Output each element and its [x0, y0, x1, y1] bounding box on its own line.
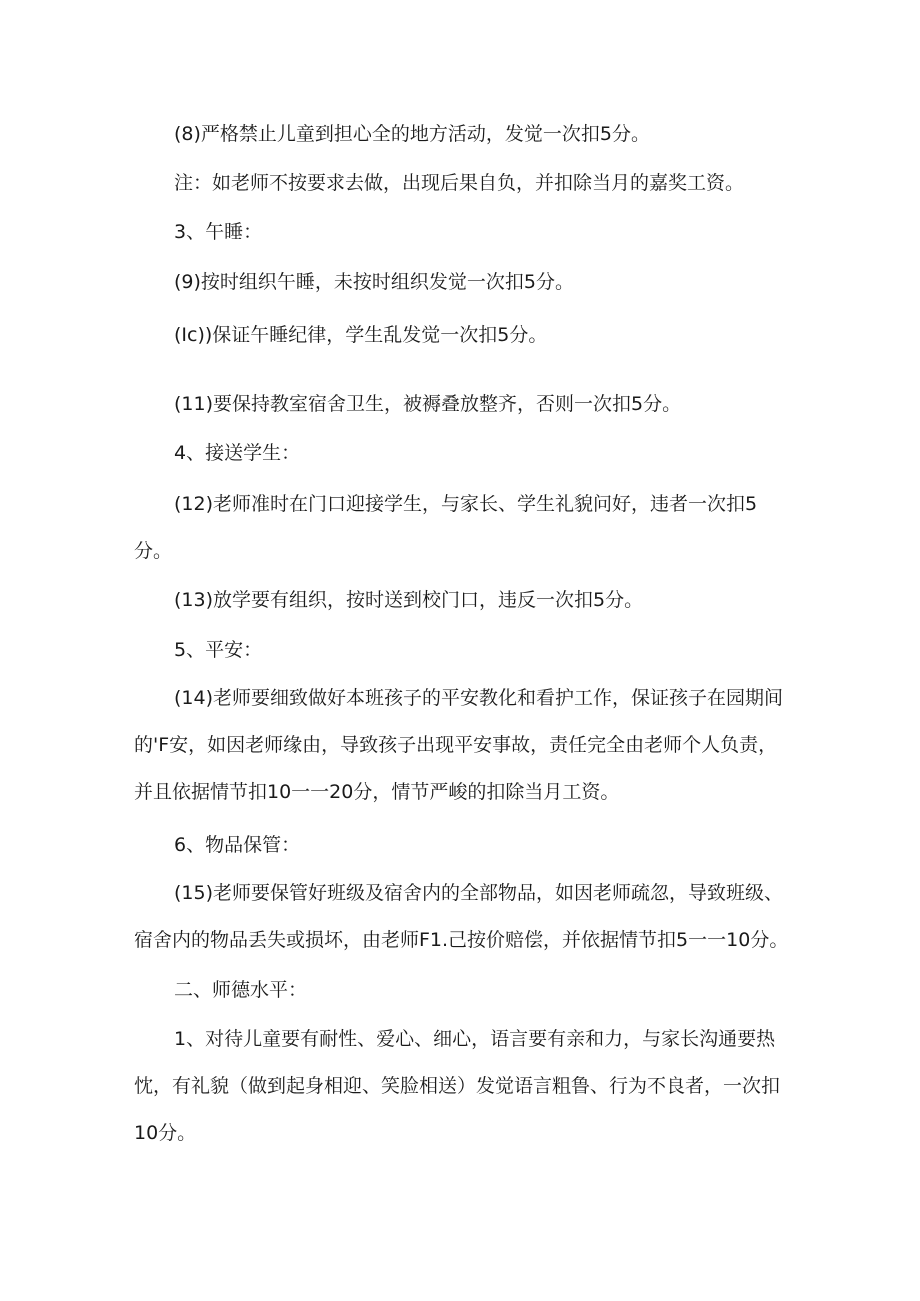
heading-nap: 3、午睡： [174, 221, 263, 243]
heading-storage: 6、物品保管： [174, 834, 301, 856]
paragraph-rule-15: (15)老师要保管好班级及宿舍内的全部物品，如因老师疏忽，导致班级、宿舍内的物品丢失或损坏，由老师F1.己按价赔偿，并依据情节扣5一一10分。 [134, 882, 789, 951]
paragraph-rule-14: (14)老师要细致做好本班孩子的平安教化和看护工作，保证孩子在园期间的'F安，如因老师缘由，导致孩子出现平安事故，责任完全由老师个人负责，并且依据情节扣10一一20分，情节严峻的扣除当月工资。 [134, 687, 784, 803]
heading-ethics: 二、师德水平： [174, 979, 308, 1001]
paragraph-rule-10: (Ic))保证午睡纪律，学生乱发觉一次扣5分。 [174, 324, 548, 346]
paragraph-rule-8: (8)严格禁止儿童到担心全的地方活动，发觉一次扣5分。 [174, 123, 651, 145]
paragraph-ethics-1: 1、对待儿童要有耐性、爱心、细心，语言要有亲和力，与家长沟通要热忱，有礼貌（做到起身相迎、笑脸相送）发觉语言粗鲁、行为不良者，一次扣10分。 [134, 1028, 781, 1144]
paragraph-rule-9: (9)按时组织午睡，未按时组织发觉一次扣5分。 [174, 271, 575, 293]
paragraph-rule-11: (11)要保持教室宿舍卫生，被褥叠放整齐，否则一次扣5分。 [174, 393, 682, 415]
paragraph-rule-12: (12)老师准时在门口迎接学生，与家长、学生礼貌问好，违者一次扣5分。 [134, 493, 758, 562]
paragraph-rule-13: (13)放学要有组织，按时送到校门口，违反一次扣5分。 [174, 589, 644, 611]
heading-safety: 5、平安： [174, 639, 263, 661]
heading-pickup: 4、接送学生： [174, 442, 301, 464]
paragraph-note: 注：如老师不按要求去做，出现后果自负，并扣除当月的嘉奖工资。 [174, 172, 745, 194]
